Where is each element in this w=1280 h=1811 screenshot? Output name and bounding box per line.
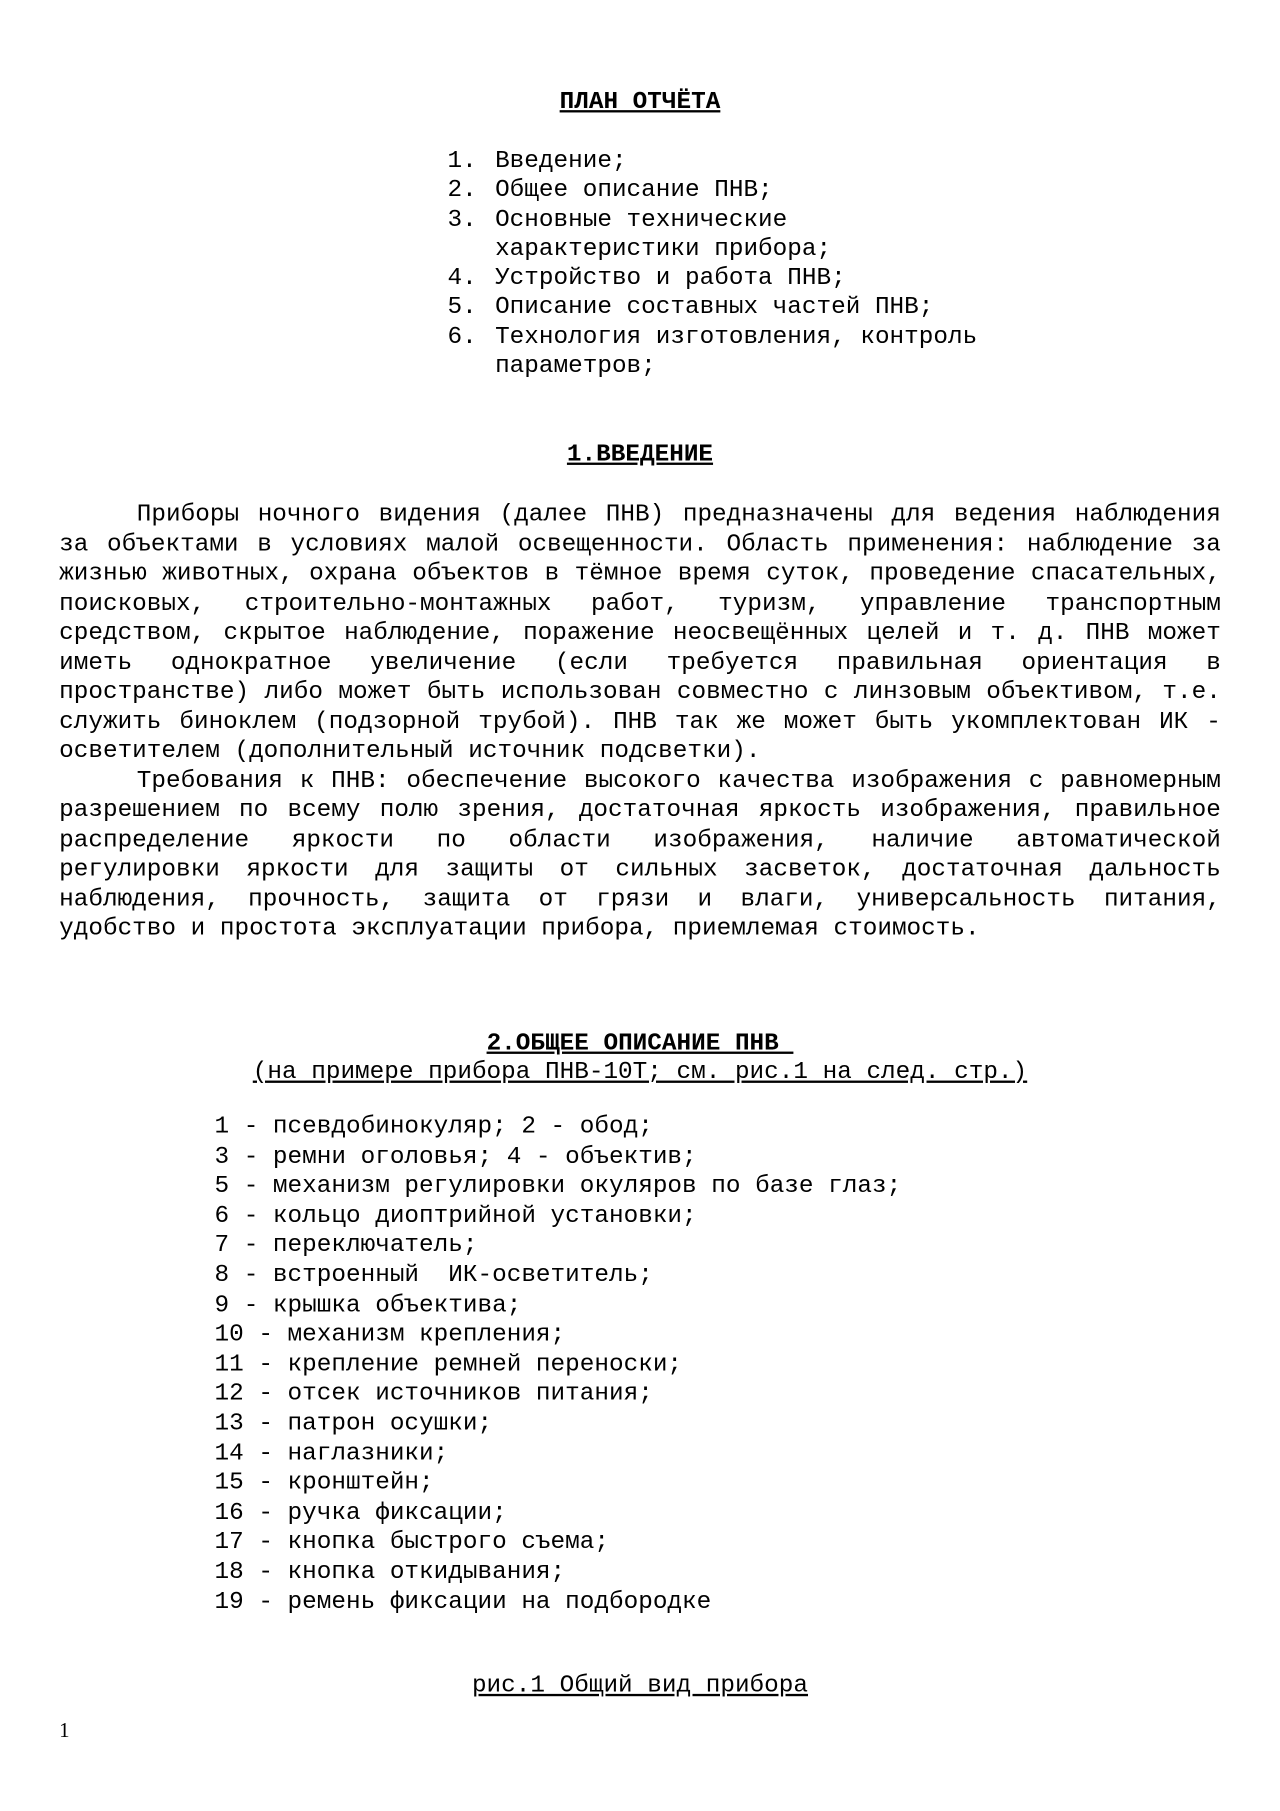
parts-list-item: 19 - ремень фиксации на подбородке xyxy=(214,1588,712,1616)
plan-item-number: 3. xyxy=(447,207,477,234)
plan-item xyxy=(448,147,982,176)
parts-list-item: 1 - псевдобинокуляр; 2 - обод; xyxy=(214,1114,653,1141)
plan-item xyxy=(448,323,982,382)
figure-caption: рис.1 Общий вид прибора xyxy=(471,1673,809,1700)
parts-list xyxy=(214,1113,901,1617)
parts-list-item: 11 - крепление ремней переноски; xyxy=(214,1351,683,1379)
parts-list-item: 18 - кнопка откидывания; xyxy=(214,1559,566,1586)
plan-item-text: Введение; xyxy=(495,148,627,176)
parts-list-item: 3 - ремни оголовья; 4 - объектив; xyxy=(214,1143,697,1171)
plan-item xyxy=(448,177,982,206)
parts-list-item: 17 - кнопка быстрого съема; xyxy=(214,1529,609,1557)
intro-paragraph: Приборы ночного видения (далее ПНВ) предназначены для ведения наблюдения за объектами в условиях малой освещенности. Область применения: наблюдение за жизнью животных, охрана объектов в тёмное время суток, проведение спасательных, поисковых, строительно-монтажных работ, туризм, управление транспортным средством, скрытое наблюдение, поражение неосвещённых целей и т. д. ПНВ может иметь однократное увеличение (если требуется правильная ориентация в пространстве) либо может быть использован совместно с линзовым объективом, т.е. служить биноклем (подзорной трубой). ПНВ так же может быть укомплектован ИК - осветителем (дополнительный источник подсветки). xyxy=(59,502,1221,766)
parts-list-item: 16 - ручка фиксации; xyxy=(214,1499,507,1527)
plan-item-text: Описание составных частей ПНВ; xyxy=(495,295,934,322)
parts-list-item: 10 - механизм крепления; xyxy=(214,1321,566,1349)
parts-list-item: 15 - кронштейн; xyxy=(214,1470,434,1497)
plan-item-number: 4. xyxy=(447,265,477,293)
intro-heading: 1.ВВЕДЕНИЕ xyxy=(566,441,714,469)
general-subtitle: (на примере прибора ПНВ-10Т; см. рис.1 на след. стр.) xyxy=(252,1059,1028,1087)
parts-list-item: 12 - отсек источников питания; xyxy=(214,1381,653,1408)
plan-item-text: Общее описание ПНВ; xyxy=(495,177,773,205)
plan-item-number: 1. xyxy=(447,148,477,176)
parts-list-item: 14 - наглазники; xyxy=(214,1440,449,1468)
plan-title: ПЛАН ОТЧЁТА xyxy=(559,89,721,116)
plan-list xyxy=(448,147,982,382)
plan-item xyxy=(448,265,982,294)
plan-item-text: Основные технические характеристики прибора; xyxy=(495,207,832,264)
plan-item-number: 5. xyxy=(447,295,477,322)
parts-list-item: 7 - переключатель; xyxy=(214,1232,478,1260)
plan-item xyxy=(448,206,982,265)
plan-item-text: Технология изготовления, контроль параметров; xyxy=(495,324,978,381)
parts-list-item: 6 - кольцо диоптрийной установки; xyxy=(214,1203,697,1230)
parts-list-item: 9 - крышка объектива; xyxy=(214,1292,522,1319)
intro-paragraph: Требования к ПНВ: обеспечение высокого качества изображения с равномерным разрешением по всему полю зрения, достаточная яркость изображения, правильное распределение яркости по области изображения, наличие автоматической регулировки яркости для защиты от сильных засветок, достаточная дальность наблюдения, прочность, защита от грязи и влаги, универсальность питания, удобство и простота эксплуатации прибора, приемлемая стоимость. xyxy=(59,768,1221,943)
general-heading: 2.ОБЩЕЕ ОПИСАНИЕ ПНВ xyxy=(486,1030,794,1058)
page-number: 1 xyxy=(59,1718,70,1742)
parts-list-item: 13 - патрон осушки; xyxy=(214,1410,493,1438)
plan-item-number: 6. xyxy=(447,324,477,352)
parts-list-item: 8 - встроенный ИК-осветитель; xyxy=(214,1262,653,1290)
plan-item xyxy=(448,294,982,323)
plan-item-text: Устройство и работа ПНВ; xyxy=(495,265,846,293)
parts-list-item: 5 - механизм регулировки окуляров по базе глаз; xyxy=(214,1173,902,1201)
plan-item-number: 2. xyxy=(447,177,477,205)
intro-body xyxy=(59,501,1221,944)
